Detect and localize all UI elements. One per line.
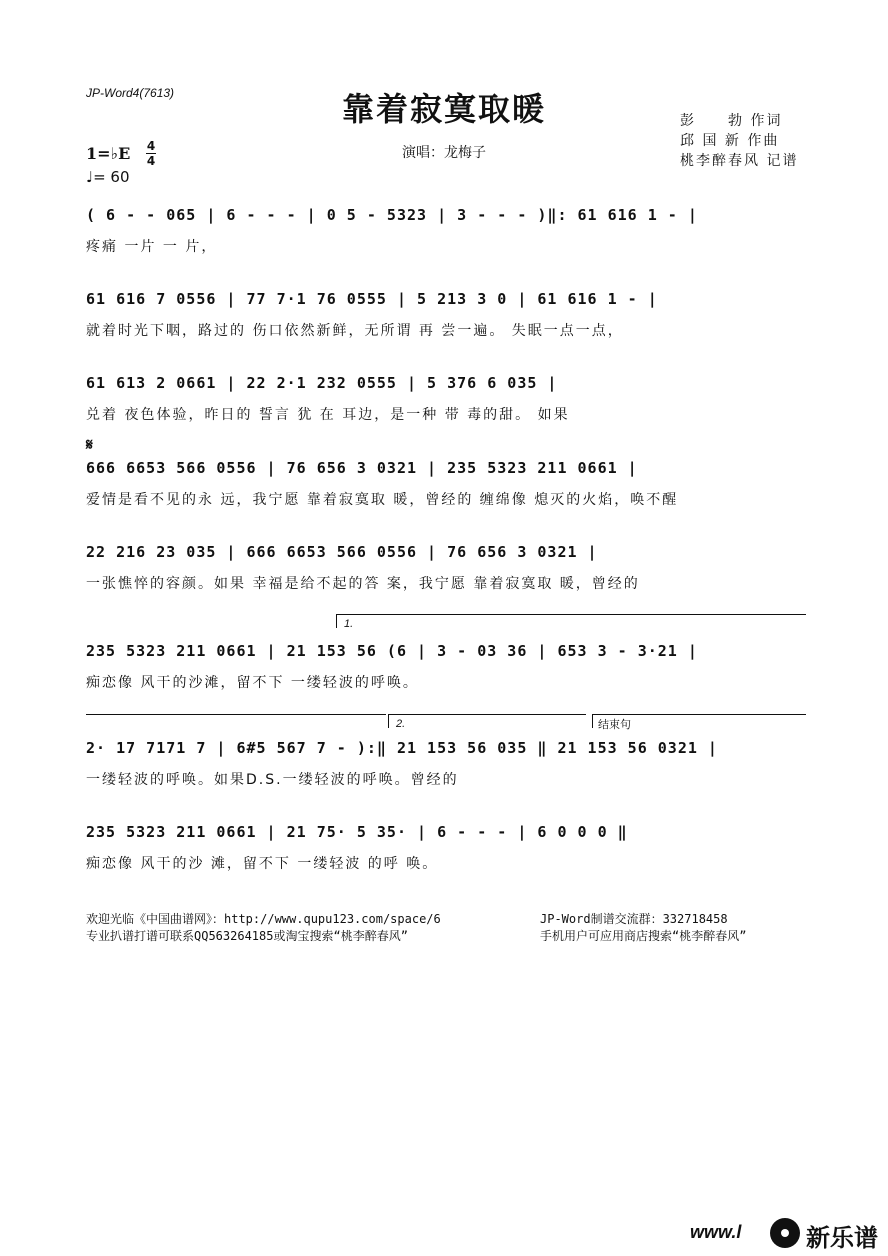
time-signature-top: 4 bbox=[146, 139, 156, 153]
song-title: 靠着寂寞取暖 bbox=[341, 90, 546, 128]
footer-group: JP-Word制谱交流群：332718458 bbox=[540, 912, 728, 926]
footer-app-note: 手机用户可应用商店搜索“桃李醉春风” bbox=[540, 929, 747, 943]
system-1-notes: ( 6 - - 065 | 6 - - - | 0 5 - 5323 | 3 - - - )‖: 61 616 1 - | bbox=[86, 206, 698, 224]
record-disc-icon bbox=[770, 1218, 800, 1248]
transcriber-credit: 桃李醉春风 记谱 bbox=[680, 153, 799, 169]
system-2-lyrics: 就着时光下咽，路过的 伤口依然新鲜，无所谓 再 尝一遍。 失眠一点一点， bbox=[86, 323, 624, 339]
volta-2-bracket-tick bbox=[388, 714, 389, 728]
system-2-notes: 61 616 7 0556 | 77 7·1 76 0555 | 5 213 3 0 | 61 616 1 - | bbox=[86, 290, 658, 308]
watermark-brand: 新乐谱 bbox=[806, 1224, 878, 1252]
volta-2-bracket bbox=[388, 714, 586, 715]
footer-website: 欢迎光临《中国曲谱网》：http://www.qupu123.com/space/6 bbox=[86, 912, 441, 926]
volta-2-label: 2. bbox=[396, 718, 406, 730]
volta-1-bracket-tick bbox=[336, 614, 337, 628]
lyricist-credit: 彭 勃 作词 bbox=[680, 113, 783, 129]
system-6-lyrics: 痴恋像 风干的沙滩，留不下 一缕轻波的呼唤。 bbox=[86, 675, 419, 691]
volta-1-bracket bbox=[336, 614, 806, 615]
time-signature bbox=[146, 140, 156, 167]
composer-credit: 邱 国 新 作曲 bbox=[680, 133, 780, 149]
system-5-lyrics: 一张憔悴的容颜。如果 幸福是给不起的答 案，我宁愿 靠着寂寞取 暖，曾经的 bbox=[86, 576, 640, 592]
ending-bracket bbox=[592, 714, 806, 715]
system-7-notes: 2· 17 7171 7 | 6#5 567 7 - ):‖ 21 153 56 035 ‖ 21 153 56 0321 | bbox=[86, 739, 718, 757]
system-4-notes: 666 6653 566 0556 | 76 656 3 0321 | 235 5323 211 0661 | bbox=[86, 459, 638, 477]
system-5-notes: 22 216 23 035 | 666 6653 566 0556 | 76 656 3 0321 | bbox=[86, 543, 598, 561]
footer-contact: 专业扒谱打谱可联系QQ563264185或淘宝搜索“桃李醉春风” bbox=[86, 929, 408, 943]
system-3-notes: 61 613 2 0661 | 22 2·1 232 0555 | 5 376 6 035 | bbox=[86, 374, 558, 392]
system-7-lyrics: 一缕轻波的呼唤。如果D.S.一缕轻波的呼唤。曾经的 bbox=[86, 772, 459, 788]
ending-label: 结束句 bbox=[598, 718, 631, 731]
volta-1-label: 1. bbox=[344, 618, 354, 630]
system-8-notes: 235 5323 211 0661 | 21 75· 5 35· | 6 - - - | 6 0 0 0 ‖ bbox=[86, 823, 628, 841]
system-8-lyrics: 痴恋像 风干的沙 滩，留不下 一缕轻波 的呼 唤。 bbox=[86, 856, 439, 872]
segno-sign: 𝄋 bbox=[86, 435, 93, 454]
volta-1-continuation-bracket bbox=[86, 714, 386, 715]
software-label: JP-Word4(7613) bbox=[86, 86, 175, 100]
watermark-url: www.l bbox=[690, 1222, 742, 1242]
singer-credit: 演唱：龙梅子 bbox=[402, 145, 486, 161]
system-3-lyrics: 兑着 夜色体验，昨日的 誓言 犹 在 耳边，是一种 带 毒的甜。 如果 bbox=[86, 407, 570, 423]
system-4-lyrics: 爱情是看不见的永 远，我宁愿 靠着寂寞取 暖，曾经的 缠绵像 熄灭的火焰，唤不醒 bbox=[86, 492, 679, 508]
system-6-notes: 235 5323 211 0661 | 21 153 56 (6 | 3 - 03 36 | 653 3 - 3·21 | bbox=[86, 642, 698, 660]
tempo-marking: ♩= 60 bbox=[86, 168, 130, 186]
ending-bracket-tick bbox=[592, 714, 593, 728]
system-1-lyrics: 疼痛 一片 一 片， bbox=[86, 239, 218, 255]
time-signature-bottom: 4 bbox=[146, 154, 156, 168]
key-signature: 1=♭E bbox=[86, 144, 131, 163]
